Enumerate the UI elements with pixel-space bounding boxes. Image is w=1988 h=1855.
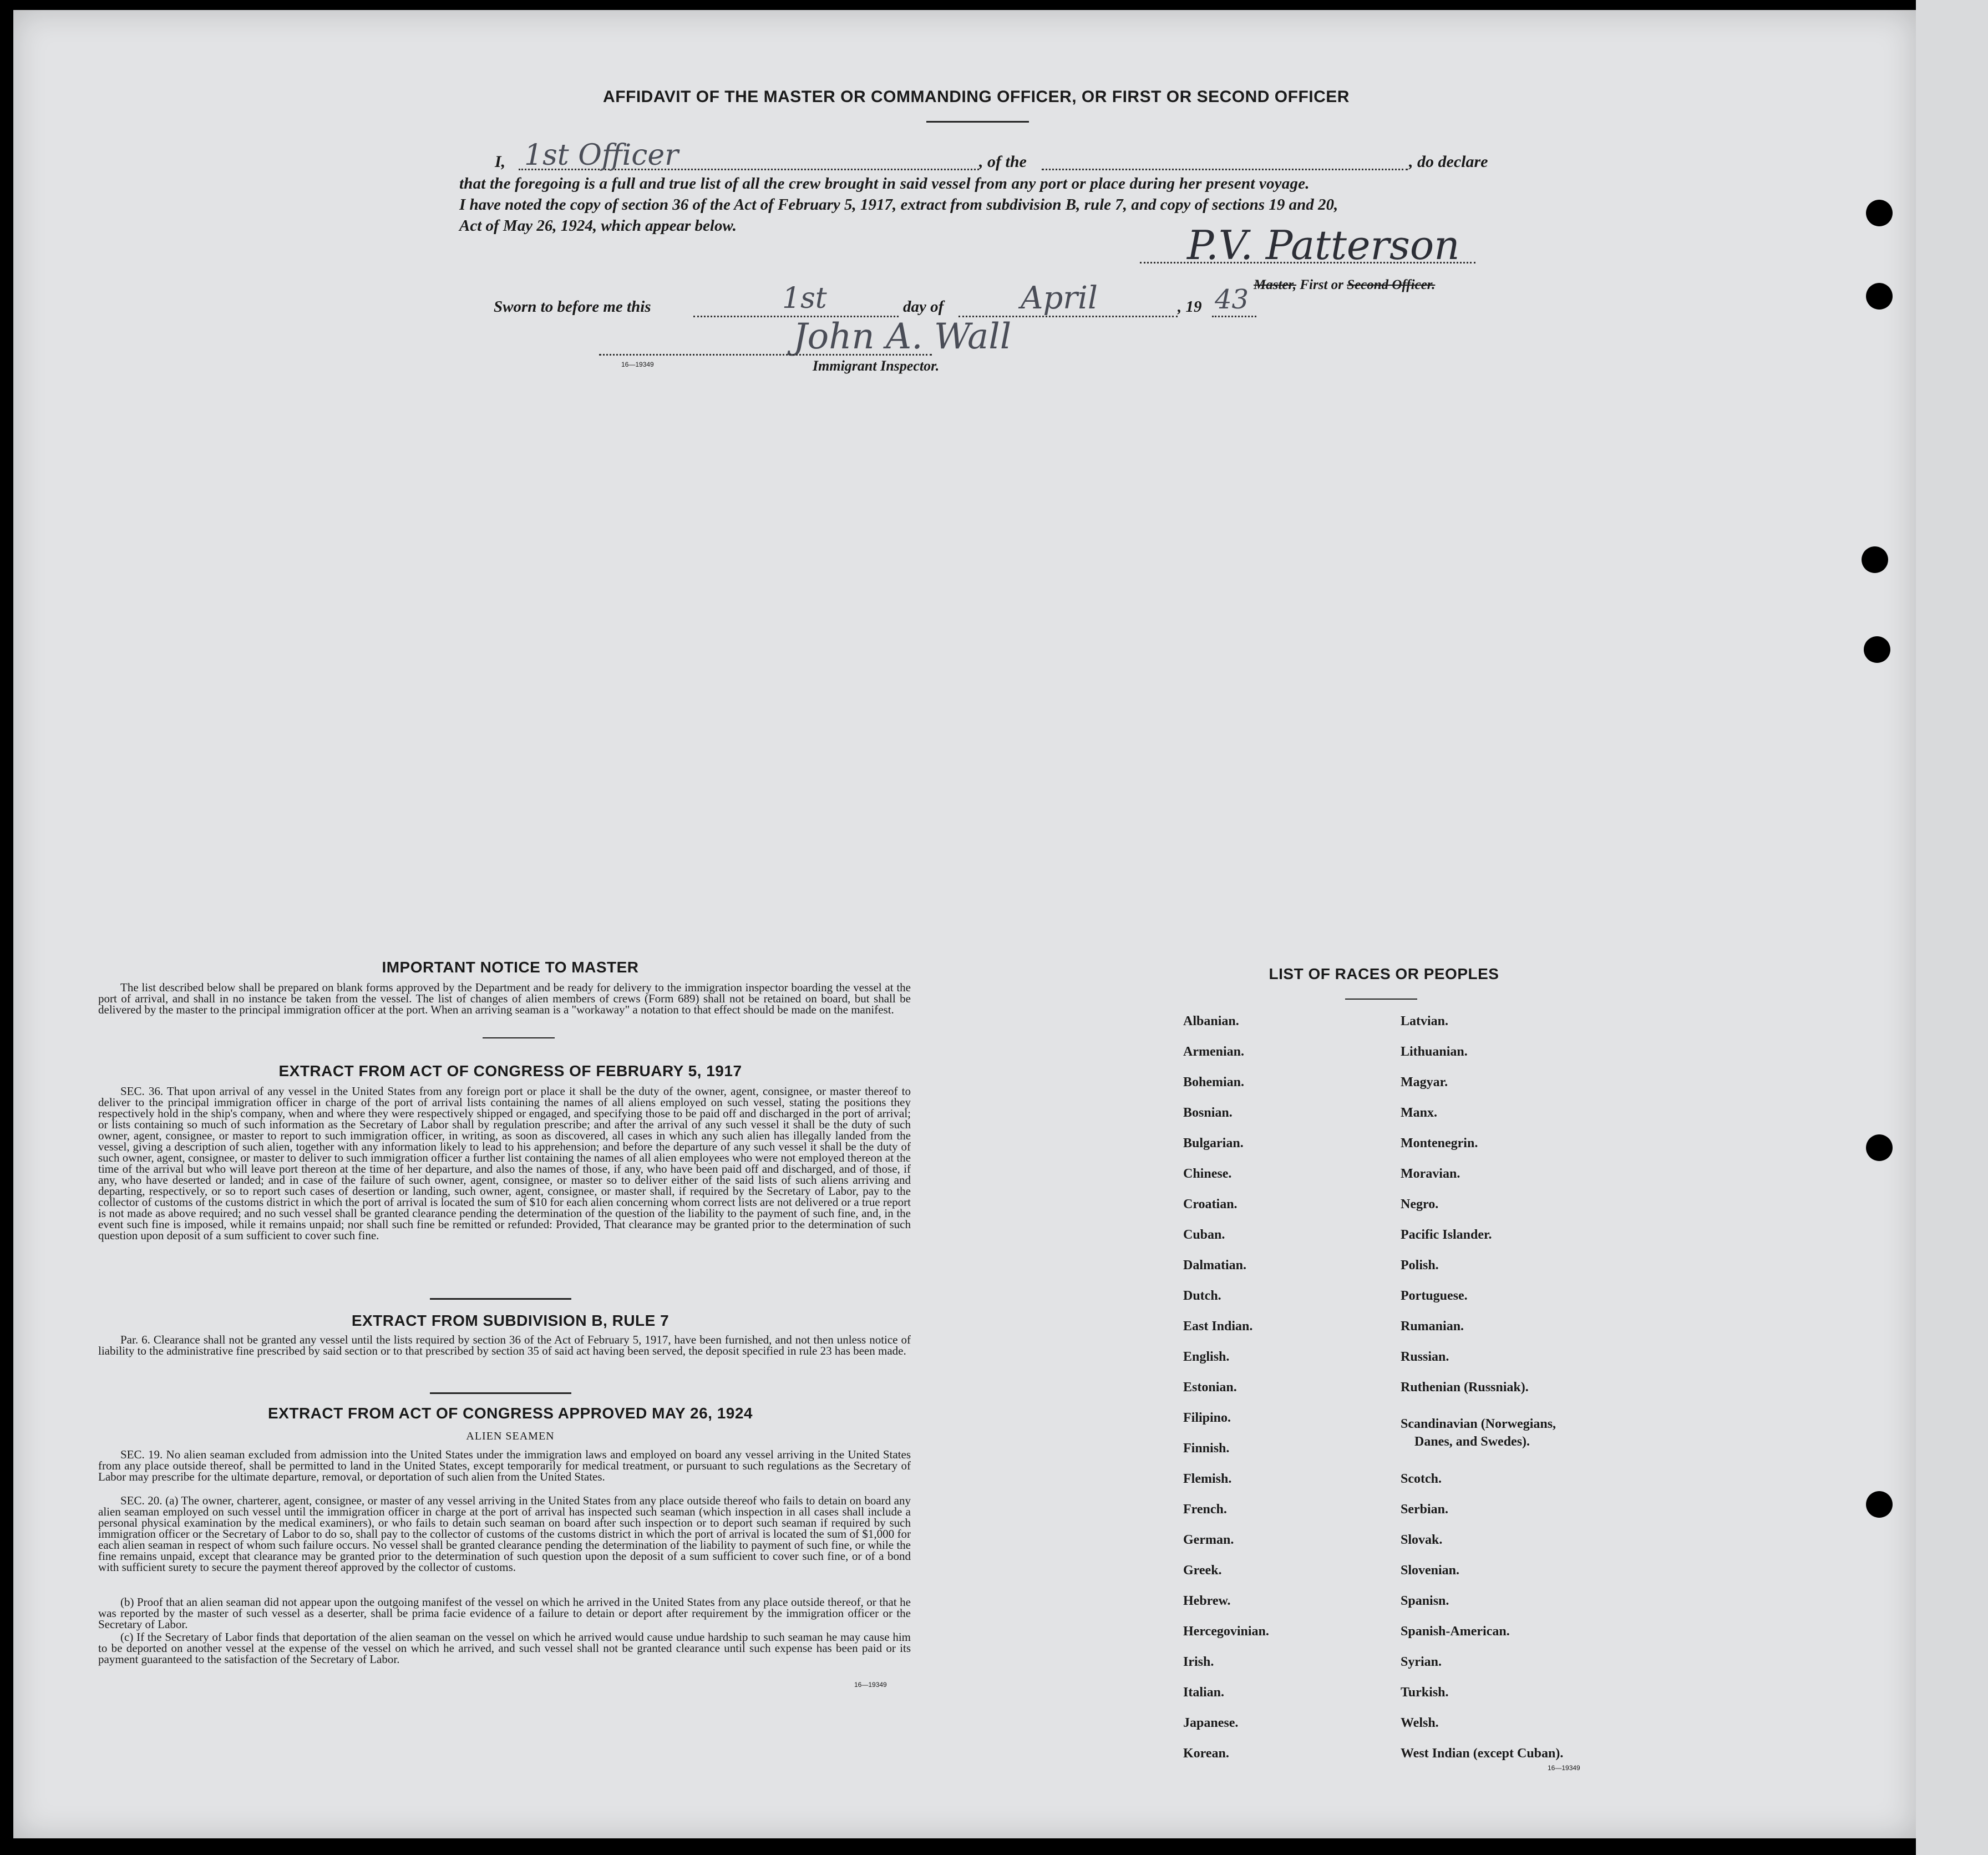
race-item: Hebrew. <box>1183 1594 1231 1608</box>
page-edge <box>1916 0 1988 1855</box>
affidavit-body-line-2: I have noted the copy of section 36 of the Act of February 5, 1917, extract from subdivision B, rule 7, and copy of sections 19 and 20, <box>459 196 1338 214</box>
race-item: Scotch. <box>1401 1472 1442 1486</box>
race-item: Russian. <box>1401 1350 1449 1364</box>
sec-20c-text: (c) If the Secretary of Labor finds that deportation of the alien seaman on the vessel on which he arrived would cause undue hardship to such seaman he may cause him to be deported on another vessel at the expense of the vessel on which he arrived, and such vessel shall not be granted clearance until such expense has been paid or its payment guaranteed to the satisfaction of the Secretary of Labor. <box>98 1630 911 1666</box>
race-item: Ruthenian (Russniak). <box>1401 1380 1529 1395</box>
inspector-line <box>599 353 932 356</box>
race-item: Flemish. <box>1183 1472 1232 1486</box>
form-number: 16—19349 <box>621 361 654 368</box>
race-item: Estonian. <box>1183 1380 1237 1395</box>
race-item: Slovenian. <box>1401 1563 1460 1578</box>
handwritten-month: April <box>1021 280 1098 316</box>
race-item: Manx. <box>1401 1106 1437 1120</box>
race-item: Filipino. <box>1183 1411 1231 1425</box>
race-item: Bosnian. <box>1183 1106 1233 1120</box>
affidavit-title: AFFIDAVIT OF THE MASTER OR COMMANDING OFFICER, OR FIRST OR SECOND OFFICER <box>603 88 1350 106</box>
race-item: French. <box>1183 1502 1227 1517</box>
affidavit-body-line-3: Act of May 26, 1924, which appear below. <box>459 217 737 235</box>
sworn-label: Sworn to before me this <box>494 298 651 316</box>
race-item: Negro. <box>1401 1197 1439 1212</box>
punch-hole <box>1866 200 1893 226</box>
race-item: Welsh. <box>1401 1716 1439 1730</box>
section-rule <box>483 1037 555 1038</box>
punch-hole <box>1866 1491 1893 1518</box>
signature-line <box>1140 261 1475 263</box>
race-item: Irish. <box>1183 1655 1214 1669</box>
of-the-label: , of the <box>979 153 1027 171</box>
punch-hole <box>1862 546 1888 573</box>
races-rule <box>1345 999 1417 1000</box>
extract-1917-body: SEC. 36. That upon arrival of any vessel in the United States from any foreign port or place it shall be the duty of the owner, agent, consignee, or master thereof to deliver to the principal immigration officer in charge of the port of arrival lists containing the names of all aliens employed on such vessel, stating the positions they respectively hold in the ship's company, when and where they were respectively shipped or engaged, and specifying those to be paid off and discharged in the port of arrival; or lists containing so much of such information as the Secretary of Labor shall by regulation prescribe; and after the arrival of any such vessel it shall be the duty of such owner, agent, consignee, or master to report to such immigration officer, in writing, as soon as discovered, all cases in which any such alien has illegally landed from the vessel, giving a description of such alien, together with any information likely to lead to his apprehension; and before the departure of any such vessel it shall be the duty of such owner, agent, consignee, or master to deliver to such immigration officer a further list containing the names of all alien employees who were not employed thereon at the time of the arrival but who will leave port thereon at the time of her departure, and also the names of those, if any, who have been paid off and discharged, and of those, if any, who have deserted or landed; and in case of the failure of such owner, agent, consignee, or master so to deliver either of the said lists of such aliens arriving and departing, respectively, or so to report such cases of desertion or landing, such owner, agent, consignee, or master shall, if required by the Secretary of Labor, pay to the collector of customs of the customs district in which the port of arrival is located the sum of $10 for each alien concerning whom correct lists are not delivered or a true report is not made as above required; and no such vessel shall be granted clearance pending the determination of the question of the liability to the payment of such fine, and, in the event such fine is imposed, while it remains unpaid; nor shall such fine be remitted or refunded: Provided, That clearance may be granted prior to the determination of such question upon deposit of a sum sufficient to cover such fine. <box>98 1084 911 1242</box>
declarant-pronoun: I, <box>495 153 506 171</box>
notice-title: IMPORTANT NOTICE TO MASTER <box>382 959 639 976</box>
race-item: Chinese. <box>1183 1167 1232 1181</box>
punch-hole <box>1866 1134 1893 1161</box>
race-item: German. <box>1183 1533 1234 1547</box>
race-item: Montenegrin. <box>1401 1136 1478 1150</box>
handwritten-year: 43 <box>1215 284 1249 315</box>
race-item: Danes, and Swedes). <box>1414 1435 1530 1449</box>
race-item: Pacific Islander. <box>1401 1228 1492 1242</box>
signer-second-struck: Second Officer. <box>1347 277 1436 292</box>
race-item: Korean. <box>1183 1746 1229 1761</box>
extract-rule7-body: Par. 6. Clearance shall not be granted any vessel until the lists required by section 36 of the Act of February 5, 1917, have been furnished, and not then unless notice of liability to the administrative fine prescribed by said section or to that prescribed by section 35 of said act having been served, the deposit specified in rule 23 has been made. <box>98 1333 911 1357</box>
do-declare-label: , do declare <box>1409 153 1488 171</box>
race-item: Syrian. <box>1401 1655 1442 1669</box>
punch-hole <box>1864 636 1890 663</box>
title-rule <box>926 121 1029 123</box>
master-signature: P.V. Patterson <box>1187 222 1460 268</box>
extract-1917-title: EXTRACT FROM ACT OF CONGRESS OF FEBRUARY 5, 1917 <box>278 1062 742 1079</box>
sec-19-text: SEC. 19. No alien seaman excluded from admission into the United States under the immigration laws and employed on board any vessel arriving in the United States from any place outside thereof, shall be permitted to land in the United States, except temporarily for medical treatment, or pursuant to such regulations as the Secretary of Labor may prescribe for the ultimate departure, removal, or deportation of such alien from the United States. <box>98 1448 911 1483</box>
race-item: Slovak. <box>1401 1533 1443 1547</box>
race-item: East Indian. <box>1183 1319 1253 1334</box>
sec-20a-text: SEC. 20. (a) The owner, charterer, agent, consignee, or master of any vessel arriving in the United States from any place outside thereof who fails to detain on board any alien seaman employed on such vessel until the immigration officer in charge at the port of arrival has inspected such seaman (which inspection in all cases shall include a personal physical examination by the medical examiners), or who fails to detain such seaman on board after such inspection or to deport such seaman if required by such immigration officer or the Secretary of Labor to do so, shall pay to the collector of customs of the customs district in which the port of arrival is located the sum of $1,000 for each alien seaman in respect of whom such failure occurs. No vessel shall be granted clearance pending the determination of the liability to payment of such fine, or while the fine remains unpaid, except that clearance may be granted prior to the determination of such question upon the deposit of a sum sufficient to cover such fine, or of a bond with sufficient surety to secure the payment thereof approved by the collector of customs. <box>98 1494 911 1574</box>
year-prefix: , 19 <box>1178 298 1202 316</box>
race-item: Magyar. <box>1401 1075 1448 1089</box>
race-item: Moravian. <box>1401 1167 1460 1181</box>
race-item: West Indian (except Cuban). <box>1401 1746 1564 1761</box>
race-item: Bohemian. <box>1183 1075 1245 1089</box>
handwritten-declarant: 1st Officer <box>524 139 679 172</box>
race-item: Scandinavian (Norwegians, <box>1401 1417 1556 1431</box>
alien-seamen-subtitle: ALIEN SEAMEN <box>466 1430 555 1442</box>
extract-1924-title: EXTRACT FROM ACT OF CONGRESS APPROVED MAY 26, 1924 <box>268 1405 753 1422</box>
races-title: LIST OF RACES OR PEOPLES <box>1269 965 1499 982</box>
punch-hole <box>1866 283 1893 310</box>
sec-20b-text: (b) Proof that an alien seaman did not appear upon the outgoing manifest of the vessel on which he arrived in the United States from any place outside thereof, or that he was reported by the master of such vessel as a deserter, shall be prima facie evidence of a failure to detain or deport after requirement by the immigration officer or the Secretary of Labor. <box>98 1595 911 1631</box>
notice-body: The list described below shall be prepared on blank forms approved by the Department and be ready for delivery to the immigration inspector boarding the vessel at the port of arrival, and shall in no instance be taken from the vessel. The list of changes of alien members of crews (Form 689) shall not be retained on board, but shall be delivered by the master to the principal immigration officer at the port. When an arriving seaman is a "workaway" a notation to that effect should be made on the manifest. <box>98 981 911 1016</box>
race-item: Japanese. <box>1183 1716 1239 1730</box>
handwritten-day: 1st <box>782 282 827 315</box>
signer-master-struck: Master, <box>1254 277 1297 292</box>
race-item: Polish. <box>1401 1258 1439 1273</box>
race-item: Armenian. <box>1183 1045 1244 1059</box>
race-item: Hercegovinian. <box>1183 1624 1269 1639</box>
form-number: 16—19349 <box>1548 1764 1580 1772</box>
race-item: Rumanian. <box>1401 1319 1464 1334</box>
day-of-label: day of <box>903 298 944 316</box>
race-item: Lithuanian. <box>1401 1045 1468 1059</box>
race-item: Croatian. <box>1183 1197 1238 1212</box>
section-rule <box>430 1392 571 1394</box>
inspector-signature: John A. Wall <box>793 316 1012 357</box>
section-rule <box>430 1298 571 1300</box>
race-item: Italian. <box>1183 1685 1225 1700</box>
race-item: English. <box>1183 1350 1230 1364</box>
race-item: Spanish-American. <box>1401 1624 1510 1639</box>
extract-rule7-title: EXTRACT FROM SUBDIVISION B, RULE 7 <box>351 1312 670 1329</box>
signer-title <box>1254 277 1435 293</box>
race-item: Dutch. <box>1183 1289 1221 1303</box>
affidavit-body-line-1: that the foregoing is a full and true list of all the crew brought in said vessel from any port or place during her present voyage. <box>459 175 1310 192</box>
race-item: Bulgarian. <box>1183 1136 1244 1150</box>
race-item: Dalmatian. <box>1183 1258 1246 1273</box>
race-item: Latvian. <box>1401 1014 1449 1028</box>
vessel-name-field[interactable] <box>1042 150 1408 170</box>
form-number: 16—19349 <box>854 1681 887 1689</box>
race-item: Cuban. <box>1183 1228 1225 1242</box>
race-item: Albanian. <box>1183 1014 1239 1028</box>
inspector-label: Immigrant Inspector. <box>813 358 940 374</box>
race-item: Portuguese. <box>1401 1289 1468 1303</box>
race-item: Spanisn. <box>1401 1594 1449 1608</box>
race-item: Finnish. <box>1183 1441 1230 1456</box>
race-item: Serbian. <box>1401 1502 1449 1517</box>
race-item: Greek. <box>1183 1563 1222 1578</box>
signer-first: First or <box>1296 277 1347 292</box>
race-item: Turkish. <box>1401 1685 1449 1700</box>
